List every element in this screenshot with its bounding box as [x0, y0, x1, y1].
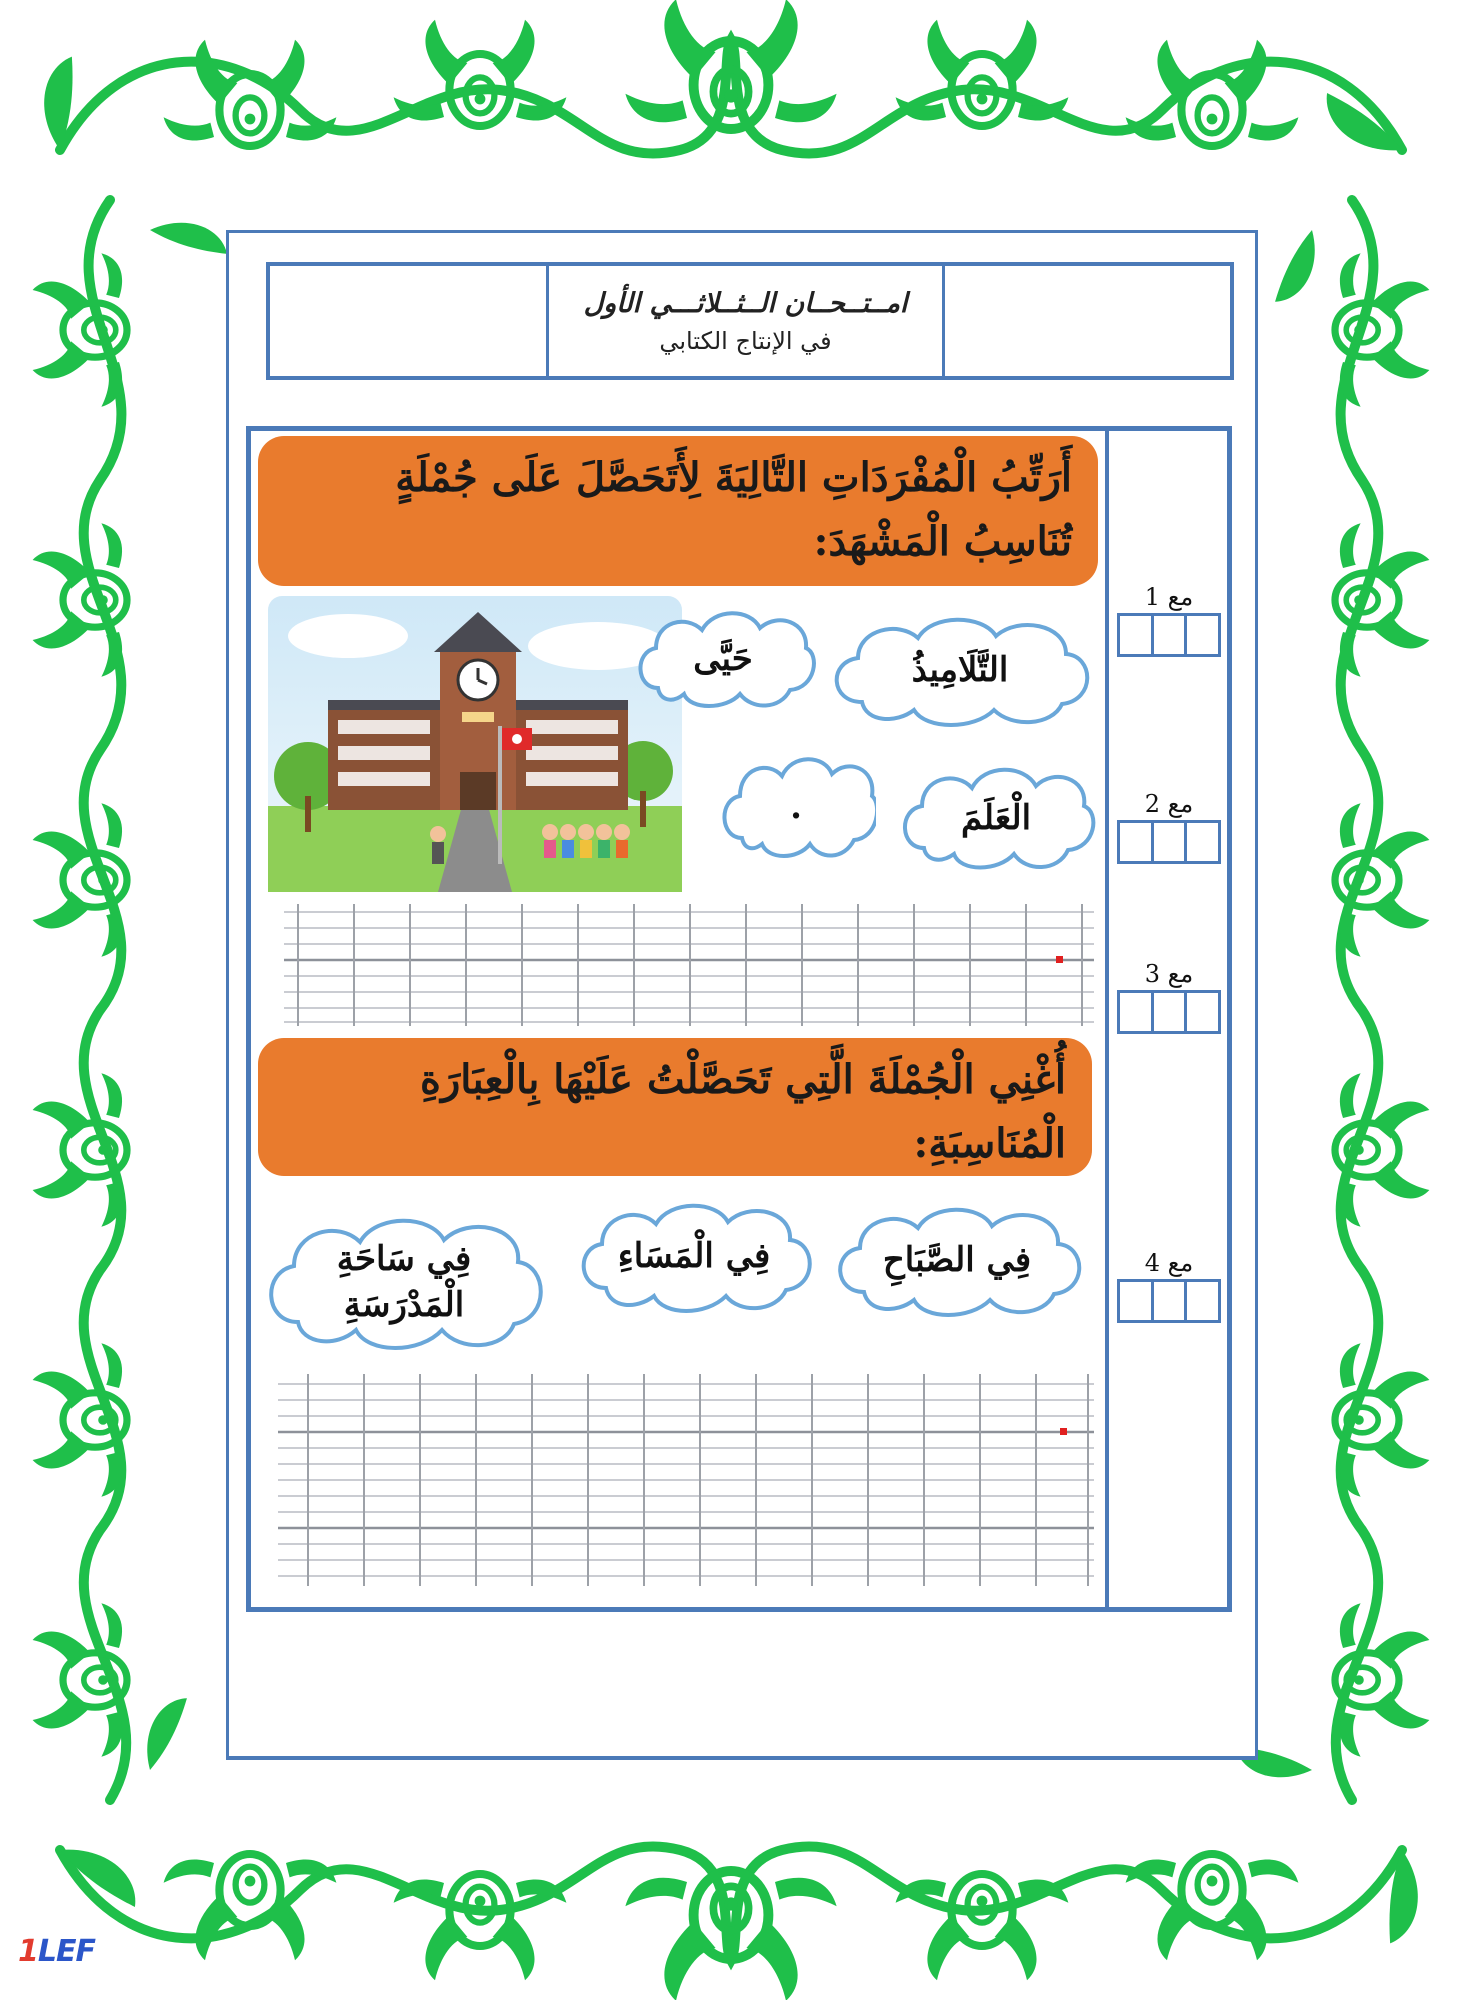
word-3: الْعَلَمَ	[960, 798, 1032, 838]
criterion-3	[1117, 958, 1221, 1034]
word-4: .	[790, 787, 802, 827]
phrase-1: فِي الصَّبَاحِ	[882, 1240, 1032, 1280]
phrase-2: فِي الْمَسَاءِ	[617, 1236, 771, 1276]
criterion-label: مع 4	[1144, 1249, 1194, 1277]
word-cloud-2	[630, 604, 816, 714]
word-2: حَيَّى	[693, 639, 753, 679]
phrase-cloud-1	[826, 1200, 1088, 1320]
phrase-cloud-2	[570, 1196, 818, 1316]
site-logo: 1LEF	[18, 1934, 95, 1969]
score-boxes[interactable]	[1117, 820, 1221, 864]
criterion-4	[1117, 1247, 1221, 1323]
criterion-1	[1117, 581, 1221, 657]
word-cloud-4	[716, 748, 876, 866]
word-1: التَّلَامِيذُ	[911, 650, 1009, 690]
criterion-label: مع 3	[1144, 960, 1194, 988]
exam-title: امــتــحــان الــثــلاثـــي الأول	[583, 287, 908, 319]
criterion-2	[1117, 788, 1221, 864]
score-boxes[interactable]	[1117, 990, 1221, 1034]
phrase-cloud-3	[256, 1208, 552, 1356]
criterion-label: مع 2	[1144, 790, 1194, 818]
word-cloud-3	[894, 760, 1098, 876]
exercise-2-instruction: أُغْنِي الْجُمْلَةَ الَّتِي تَحَصَّلْتُ عَلَيْهَا بِالْعِبَارَةِ الْمُنَاسِبَةِ:	[258, 1038, 1092, 1176]
exam-subtitle: في الإنتاج الكتابي	[659, 326, 832, 355]
word-cloud-1	[822, 610, 1098, 730]
exam-header	[266, 262, 1234, 380]
exercise-1-instruction: أَرَتِّبُ الْمُفْرَدَاتِ التَّالِيَةَ لِأَتَحَصَّلَ عَلَى جُمْلَةٍ تُنَاسِبُ الْمَشْهَدَ:	[258, 436, 1098, 586]
header-right-cell	[942, 266, 1230, 376]
phrase-3: فِي سَاحَةِ الْمَدْرَسَةِ	[336, 1239, 472, 1325]
score-boxes[interactable]	[1117, 1279, 1221, 1323]
header-title-cell	[546, 266, 942, 376]
school-scene-illustration	[268, 596, 682, 892]
criterion-label: مع 1	[1144, 583, 1194, 611]
writing-lines-2[interactable]	[278, 1374, 1094, 1586]
criteria-column	[1105, 431, 1227, 1607]
score-boxes[interactable]	[1117, 613, 1221, 657]
header-left-cell	[270, 266, 546, 376]
writing-lines-1[interactable]	[284, 904, 1094, 1026]
